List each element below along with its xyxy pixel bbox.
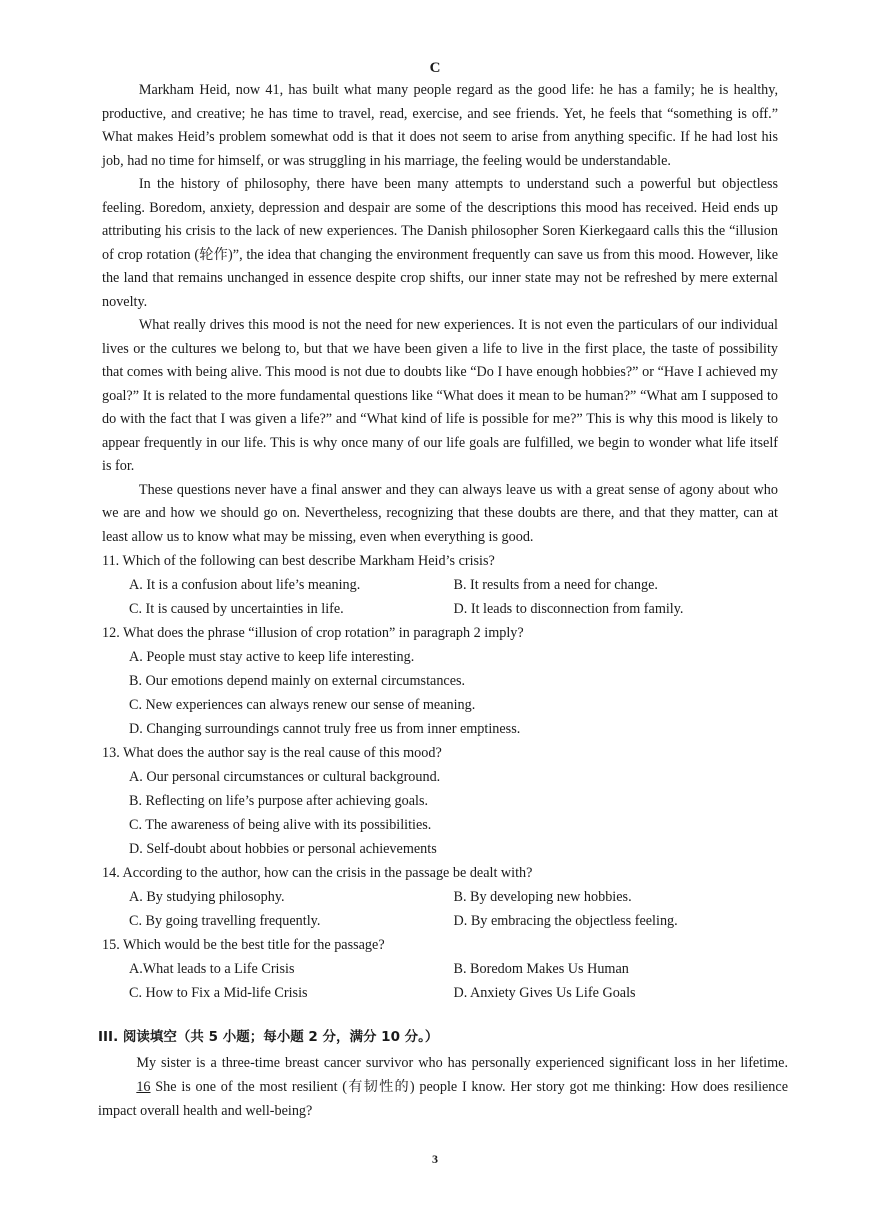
- question-12: [102, 621, 778, 741]
- option-b[interactable]: B. Boredom Makes Us Human: [453, 961, 629, 977]
- question-stem: 13. What does the author say is the real cause of this mood?: [102, 745, 442, 761]
- option-d[interactable]: D. Changing surroundings cannot truly free us from inner emptiness.: [129, 721, 521, 737]
- section-heading: III. 阅读填空（共 5 小题；每小题 2 分，满分 10 分。）: [98, 1029, 439, 1045]
- option-d[interactable]: D. It leads to disconnection from family.: [453, 601, 684, 617]
- passage-paragraph-4: These questions never have a final answer and they can always leave us with a great sense of agony about who we are and how we should go on. Nevertheless, recognizing that these doubts are there, and that they matter, can at least allow us to know what may be missing, even when everything is good.: [102, 481, 778, 545]
- option-a[interactable]: A.What leads to a Life Crisis: [129, 961, 295, 977]
- option-c[interactable]: C. The awareness of being alive with its possibilities.: [129, 817, 432, 833]
- option-d[interactable]: D. By embracing the objectless feeling.: [453, 913, 678, 929]
- reading-passage: [102, 79, 778, 549]
- option-c[interactable]: C. It is caused by uncertainties in life.: [129, 601, 344, 617]
- option-c[interactable]: C. New experiences can always renew our sense of meaning.: [129, 697, 476, 713]
- option-b[interactable]: B. By developing new hobbies.: [453, 889, 632, 905]
- option-b[interactable]: B. It results from a need for change.: [453, 577, 658, 593]
- question-11: [102, 549, 778, 621]
- option-b[interactable]: B. Our emotions depend mainly on external circumstances.: [129, 673, 466, 689]
- option-d[interactable]: D. Anxiety Gives Us Life Goals: [453, 985, 636, 1001]
- question-stem: 11. Which of the following can best describe Markham Heid’s crisis?: [102, 553, 495, 569]
- question-list: [102, 549, 778, 1005]
- question-stem: 12. What does the phrase “illusion of crop rotation” in paragraph 2 imply?: [102, 625, 524, 641]
- option-c[interactable]: C. By going travelling frequently.: [129, 913, 321, 929]
- cloze-paragraph: [98, 1051, 788, 1123]
- cloze-blank-16[interactable]: 16: [136, 1079, 151, 1095]
- section-letter: C: [429, 60, 441, 76]
- option-a[interactable]: A. It is a confusion about life’s meaning.: [129, 577, 361, 593]
- cloze-section: [98, 1025, 788, 1123]
- cloze-text-before: My sister is a three-time breast cancer survivor who has personally experienced significant loss in her lifetime.: [136, 1055, 788, 1071]
- option-a[interactable]: A. By studying philosophy.: [129, 889, 285, 905]
- passage-paragraph-3: What really drives this mood is not the need for new experiences. It is not even the particulars of our individual lives or the cultures we belong to, but that we have been given a life to live in the first place, the taste of possibility that comes with being alive. This mood is not due to doubts like “Do I have enough hobbies?” or “Have I achieved my goal?” It is related to the more fundamental questions like “What does it mean to be human?” “What am I supposed to do with the fact that I was given a life?” and “What kind of life is possible for me?” This is why this mood is likely to appear frequently in our life. This is why once many of our life goals are fulfilled, we begin to wonder what life itself is for.: [102, 317, 778, 474]
- option-b[interactable]: B. Reflecting on life’s purpose after achieving goals.: [129, 793, 429, 809]
- question-14: [102, 861, 778, 933]
- question-stem: 14. According to the author, how can the crisis in the passage be dealt with?: [102, 865, 533, 881]
- option-c[interactable]: C. How to Fix a Mid-life Crisis: [129, 985, 308, 1001]
- passage-paragraph-2: In the history of philosophy, there have been many attempts to understand such a powerful but objectless feeling. Boredom, anxiety, depression and despair are some of the descriptions this mood has received. Heid ends up attributing his crisis to the lack of new experiences. The Danish philosopher Soren Kierkegaard calls this the “illusion of crop rotation (轮作)”, the idea that changing the environment frequently can save us from this mood. However, like the land that remains unchanged in essence despite crop shifts, our inner state may not be refreshed by mere external novelty.: [102, 176, 778, 310]
- question-15: [102, 933, 778, 1005]
- option-a[interactable]: A. People must stay active to keep life interesting.: [129, 649, 415, 665]
- question-stem: 15. Which would be the best title for the passage?: [102, 937, 385, 953]
- question-13: [102, 741, 778, 861]
- option-a[interactable]: A. Our personal circumstances or cultural background.: [129, 769, 441, 785]
- cloze-text-after: She is one of the most resilient (有韧性的) people I know. Her story got me thinking: How does resilience impact overall health and well-being?: [98, 1079, 788, 1119]
- passage-paragraph-1: Markham Heid, now 41, has built what many people regard as the good life: he has a family; he is healthy, productive, and creative; he has time to travel, read, exercise, and see friends. Yet, he feels that “something is off.” What makes Heid’s problem somewhat odd is that it does not seem to arise from anything specific. If he had lost his job, had no time for himself, or was struggling in his marriage, the feeling would be understandable.: [102, 82, 778, 169]
- option-d[interactable]: D. Self-doubt about hobbies or personal achievements: [129, 841, 437, 857]
- page-number: 3: [432, 1152, 438, 1166]
